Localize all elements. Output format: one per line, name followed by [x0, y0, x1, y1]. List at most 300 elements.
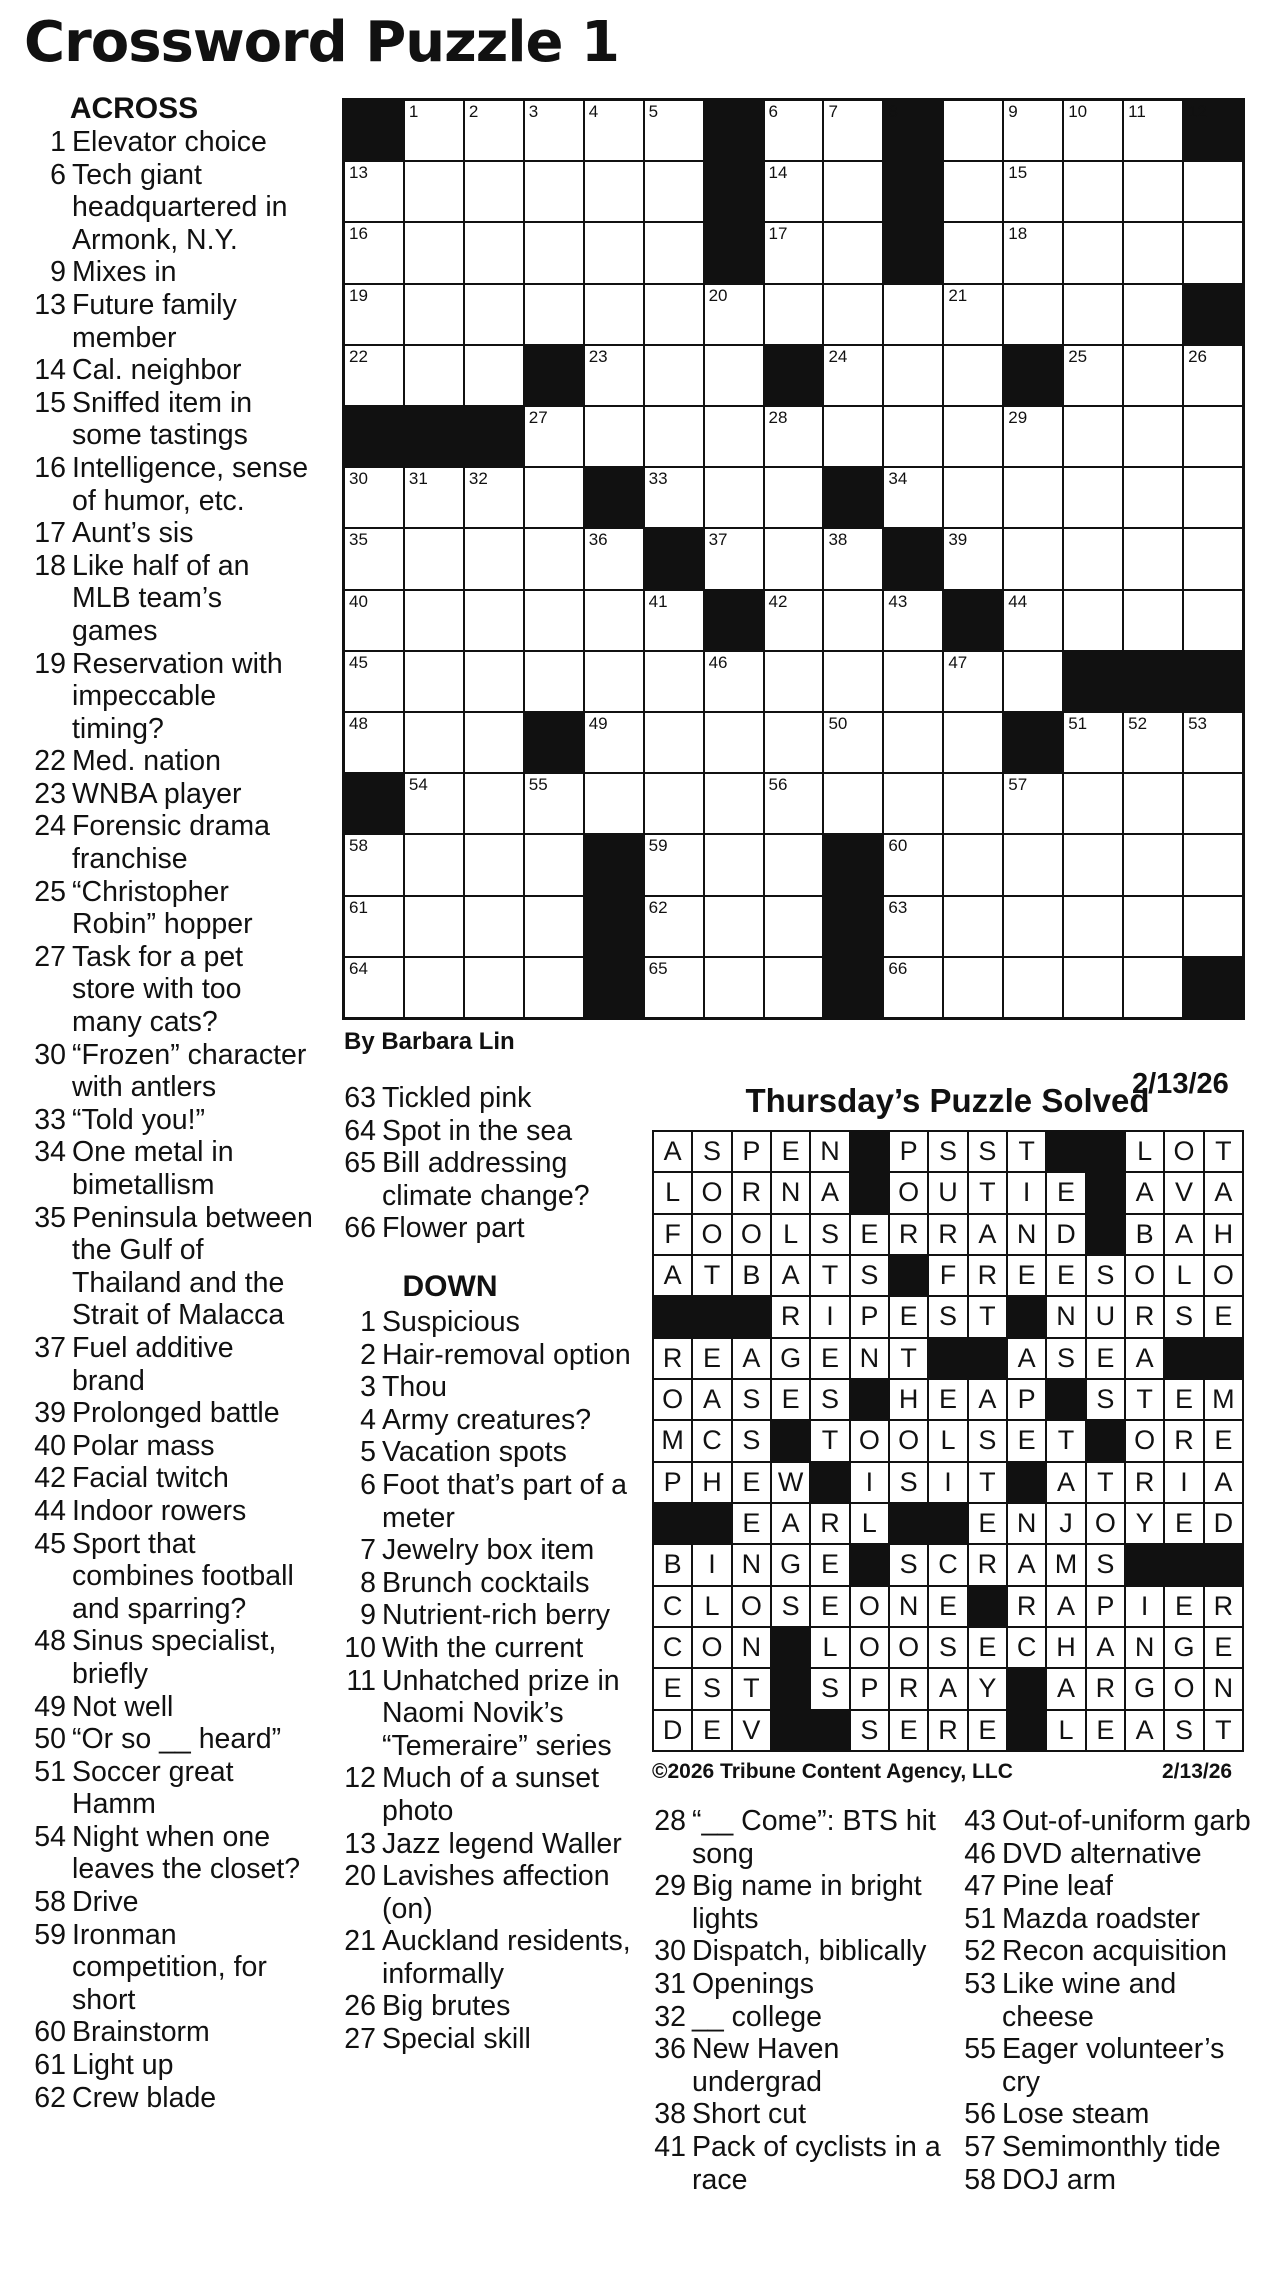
grid-cell[interactable] — [405, 652, 463, 711]
grid-cell[interactable] — [645, 346, 703, 405]
grid-cell[interactable] — [585, 407, 643, 466]
grid-cell[interactable] — [345, 713, 403, 772]
grid-cell[interactable] — [824, 713, 882, 772]
grid-cell[interactable] — [645, 162, 703, 221]
clue-number: 62 — [34, 2081, 66, 2114]
grid-cell[interactable] — [1124, 468, 1182, 527]
grid-cell[interactable] — [405, 958, 463, 1017]
clue-item — [24, 550, 314, 648]
grid-cell[interactable] — [765, 529, 823, 588]
grid-cell[interactable] — [645, 652, 703, 711]
grid-cell[interactable] — [645, 958, 703, 1017]
grid-cell[interactable] — [1064, 958, 1122, 1017]
solution-black-square — [772, 1421, 809, 1460]
grid-cell[interactable] — [585, 652, 643, 711]
clue-text: Brainstorm — [72, 2016, 210, 2049]
grid-cell[interactable] — [824, 774, 882, 833]
grid-cell[interactable] — [345, 346, 403, 405]
clue-item — [340, 1212, 640, 1245]
grid-cell[interactable] — [525, 835, 583, 894]
grid-cell[interactable] — [1004, 958, 1062, 1017]
grid-cell[interactable] — [585, 591, 643, 650]
grid-cell[interactable] — [765, 407, 823, 466]
grid-cell[interactable] — [1184, 346, 1242, 405]
byline: By Barbara Lin — [344, 1028, 515, 1055]
clue-text: Future family member — [72, 288, 237, 354]
grid-cell[interactable] — [824, 346, 882, 405]
solution-letter: A — [1087, 1628, 1124, 1667]
grid-cell[interactable] — [1184, 468, 1242, 527]
solution-black-square — [693, 1297, 730, 1336]
grid-cell[interactable] — [765, 101, 823, 160]
grid-cell[interactable] — [345, 285, 403, 344]
grid-cell[interactable] — [1124, 591, 1182, 650]
clue-number: 15 — [34, 386, 66, 419]
grid-cell[interactable] — [405, 835, 463, 894]
grid-cell[interactable] — [1124, 285, 1182, 344]
grid-cell[interactable] — [1064, 223, 1122, 282]
clue-number: 50 — [34, 1723, 66, 1756]
grid-cell[interactable] — [525, 591, 583, 650]
clue-text: With the current — [382, 1631, 584, 1664]
grid-cell[interactable] — [765, 713, 823, 772]
solution-letter: M — [1205, 1380, 1242, 1419]
black-square — [1004, 346, 1062, 405]
page-title: Crossword Puzzle 1 — [24, 10, 619, 75]
solution-letter: N — [733, 1628, 770, 1667]
grid-cell[interactable] — [944, 223, 1002, 282]
solution-letter: R — [929, 1215, 966, 1254]
clue-number: 31 — [654, 1967, 686, 2000]
grid-cell[interactable] — [645, 407, 703, 466]
clue-item — [340, 1082, 640, 1115]
cell-number: 36 — [588, 530, 608, 550]
grid-cell[interactable] — [525, 101, 583, 160]
clue-item — [24, 2082, 314, 2115]
clue-number: 16 — [34, 451, 66, 484]
grid-cell[interactable] — [884, 346, 942, 405]
grid-cell[interactable] — [1004, 468, 1062, 527]
clue-item — [340, 1371, 640, 1404]
grid-cell[interactable] — [645, 774, 703, 833]
grid-cell[interactable] — [465, 285, 523, 344]
grid-cell[interactable] — [645, 223, 703, 282]
solution-letter: E — [1047, 1173, 1084, 1212]
grid-cell[interactable] — [944, 774, 1002, 833]
grid-cell[interactable] — [645, 835, 703, 894]
grid-cell[interactable] — [585, 223, 643, 282]
solution-black-square — [1165, 1339, 1202, 1378]
clue-text: Lavishes affection (on) — [382, 1860, 610, 1925]
grid-cell[interactable] — [884, 285, 942, 344]
solution-letter: E — [733, 1463, 770, 1502]
clue-text: One metal in bimetallism — [72, 1136, 234, 1201]
clue-item — [24, 1039, 314, 1104]
grid-cell[interactable] — [765, 835, 823, 894]
black-square — [1184, 285, 1242, 344]
solution-letter: O — [693, 1215, 730, 1254]
grid-cell[interactable] — [944, 346, 1002, 405]
clue-item — [650, 1935, 950, 1968]
cell-number: 48 — [349, 714, 368, 733]
solution-letter: R — [772, 1297, 809, 1336]
grid-cell[interactable] — [1124, 835, 1182, 894]
solution-black-square — [772, 1711, 809, 1750]
grid-cell[interactable] — [1064, 774, 1122, 833]
grid-cell[interactable] — [405, 468, 463, 527]
grid-cell[interactable] — [1004, 101, 1062, 160]
grid-cell[interactable] — [1064, 468, 1122, 527]
grid-cell[interactable] — [884, 897, 942, 956]
solution-letter: H — [1205, 1215, 1242, 1254]
grid-cell[interactable] — [1064, 101, 1122, 160]
solution-date: 2/13/26 — [1162, 1760, 1233, 1783]
clue-item — [960, 1838, 1260, 1871]
grid-cell[interactable] — [1064, 713, 1122, 772]
grid-cell[interactable] — [585, 162, 643, 221]
grid-cell[interactable] — [465, 162, 523, 221]
grid-cell[interactable] — [705, 652, 763, 711]
clue-number: 17 — [34, 517, 66, 550]
grid-cell[interactable] — [705, 774, 763, 833]
clue-number: 9 — [360, 1599, 376, 1632]
grid-cell[interactable] — [645, 468, 703, 527]
solution-letter: P — [851, 1669, 888, 1708]
grid-cell[interactable] — [944, 652, 1002, 711]
grid-cell[interactable] — [824, 101, 882, 160]
grid-cell[interactable] — [765, 774, 823, 833]
grid-cell[interactable] — [645, 285, 703, 344]
grid-cell[interactable] — [1064, 897, 1122, 956]
grid-cell[interactable] — [705, 529, 763, 588]
down-heading: DOWN — [402, 1270, 498, 1303]
grid-cell[interactable] — [884, 407, 942, 466]
grid-cell[interactable] — [1004, 407, 1062, 466]
grid-cell[interactable] — [585, 713, 643, 772]
grid-cell[interactable] — [944, 897, 1002, 956]
grid-cell[interactable] — [824, 407, 882, 466]
grid-cell[interactable] — [345, 529, 403, 588]
solution-letter: T — [969, 1173, 1006, 1212]
clue-number: 51 — [34, 1755, 66, 1788]
grid-cell[interactable] — [705, 468, 763, 527]
grid-cell[interactable] — [465, 223, 523, 282]
solution-letter: R — [1087, 1669, 1124, 1708]
grid-cell[interactable] — [1184, 407, 1242, 466]
grid-cell[interactable] — [944, 407, 1002, 466]
grid-cell[interactable] — [705, 346, 763, 405]
grid-cell[interactable] — [765, 468, 823, 527]
solution-letter: A — [1047, 1463, 1084, 1502]
grid-cell[interactable] — [1184, 713, 1242, 772]
clue-text: Army creatures? — [382, 1403, 592, 1436]
grid-cell[interactable] — [465, 591, 523, 650]
grid-cell[interactable] — [1124, 101, 1182, 160]
grid-cell[interactable] — [345, 223, 403, 282]
solution-letter: C — [654, 1628, 691, 1667]
grid-cell[interactable] — [1004, 774, 1062, 833]
clue-number: 48 — [34, 1625, 66, 1658]
grid-cell[interactable] — [465, 529, 523, 588]
across-clues — [24, 92, 314, 2114]
grid-cell[interactable] — [1124, 162, 1182, 221]
solution-letter: E — [693, 1711, 730, 1750]
grid-cell[interactable] — [824, 652, 882, 711]
grid-cell[interactable] — [405, 346, 463, 405]
grid-cell[interactable] — [585, 529, 643, 588]
grid-cell[interactable] — [645, 591, 703, 650]
solution-black-square — [1008, 1297, 1045, 1336]
grid-cell[interactable] — [1184, 897, 1242, 956]
grid-cell[interactable] — [1124, 529, 1182, 588]
grid-cell[interactable] — [405, 223, 463, 282]
grid-cell[interactable] — [1184, 774, 1242, 833]
grid-cell[interactable] — [824, 529, 882, 588]
clue-text: Brunch cocktails — [382, 1566, 590, 1599]
grid-cell[interactable] — [1064, 162, 1122, 221]
solution-letter: H — [1047, 1628, 1084, 1667]
grid-cell[interactable] — [1064, 285, 1122, 344]
grid-cell[interactable] — [824, 285, 882, 344]
grid-cell[interactable] — [1064, 407, 1122, 466]
grid-cell[interactable] — [884, 652, 942, 711]
solution-letter: O — [1126, 1256, 1163, 1295]
cell-number: 30 — [349, 469, 368, 489]
solution-letter: E — [1165, 1380, 1202, 1419]
grid-cell[interactable] — [1124, 407, 1182, 466]
grid-cell[interactable] — [405, 529, 463, 588]
grid-cell[interactable] — [525, 162, 583, 221]
grid-cell[interactable] — [884, 713, 942, 772]
black-square — [1124, 652, 1182, 711]
clue-text: Spot in the sea — [382, 1114, 573, 1147]
cell-number: 4 — [588, 102, 599, 121]
grid-cell[interactable] — [645, 101, 703, 160]
grid-cell[interactable] — [405, 774, 463, 833]
grid-cell[interactable] — [884, 774, 942, 833]
grid-cell[interactable] — [765, 162, 823, 221]
grid-cell[interactable] — [944, 835, 1002, 894]
grid-cell[interactable] — [765, 958, 823, 1017]
cell-number: 10 — [1068, 102, 1088, 121]
solution-letter: T — [1008, 1132, 1045, 1171]
solution-letter: O — [1165, 1132, 1202, 1171]
grid-cell[interactable] — [405, 285, 463, 344]
grid-cell[interactable] — [345, 652, 403, 711]
grid-cell[interactable] — [824, 223, 882, 282]
grid-cell[interactable] — [705, 897, 763, 956]
grid-cell[interactable] — [465, 835, 523, 894]
grid-cell[interactable] — [405, 101, 463, 160]
grid-cell[interactable] — [705, 407, 763, 466]
grid-cell[interactable] — [465, 897, 523, 956]
clue-number: 53 — [964, 1967, 996, 2000]
cell-number: 60 — [888, 836, 908, 856]
solution-letter: S — [811, 1669, 848, 1708]
clue-item — [24, 2016, 314, 2049]
grid-cell[interactable] — [1064, 346, 1122, 405]
clue-item — [340, 1339, 640, 1372]
grid-cell[interactable] — [1004, 591, 1062, 650]
solution-letter: L — [772, 1215, 809, 1254]
down-clues-column-2 — [650, 1805, 950, 2196]
grid-cell[interactable] — [585, 774, 643, 833]
clue-item — [340, 1632, 640, 1665]
solution-letter: O — [693, 1628, 730, 1667]
grid-cell[interactable] — [645, 897, 703, 956]
black-square — [1184, 652, 1242, 711]
grid-cell[interactable] — [465, 652, 523, 711]
solution-letter: A — [654, 1132, 691, 1171]
grid-cell[interactable] — [1184, 529, 1242, 588]
clue-item — [24, 876, 314, 941]
grid-cell[interactable] — [705, 835, 763, 894]
cell-number: 14 — [768, 163, 788, 183]
grid-cell[interactable] — [525, 468, 583, 527]
clue-item — [650, 2131, 950, 2196]
clue-text: DVD alternative — [1002, 1837, 1202, 1870]
clue-item — [24, 452, 314, 517]
grid-cell[interactable] — [585, 101, 643, 160]
grid-cell[interactable] — [944, 468, 1002, 527]
grid-cell[interactable] — [1124, 958, 1182, 1017]
grid-cell[interactable] — [1124, 346, 1182, 405]
grid-cell[interactable] — [645, 713, 703, 772]
clue-text: “Frozen” character with antlers — [72, 1038, 307, 1104]
clue-item — [340, 2023, 640, 2056]
grid-cell[interactable] — [944, 529, 1002, 588]
grid-cell[interactable] — [465, 958, 523, 1017]
grid-cell[interactable] — [1124, 774, 1182, 833]
clue-number: 8 — [360, 1566, 376, 1599]
grid-cell[interactable] — [1004, 162, 1062, 221]
grid-cell[interactable] — [1004, 223, 1062, 282]
grid-cell[interactable] — [465, 774, 523, 833]
grid-cell[interactable] — [405, 713, 463, 772]
grid-cell[interactable] — [1064, 529, 1122, 588]
grid-cell[interactable] — [525, 529, 583, 588]
solution-black-square — [654, 1504, 691, 1543]
grid-cell[interactable] — [824, 162, 882, 221]
grid-cell[interactable] — [345, 591, 403, 650]
solution-letter: A — [1047, 1587, 1084, 1626]
grid-cell[interactable] — [1004, 529, 1062, 588]
grid-cell[interactable] — [944, 713, 1002, 772]
grid-cell[interactable] — [465, 468, 523, 527]
solution-letter: O — [733, 1587, 770, 1626]
grid-cell[interactable] — [705, 713, 763, 772]
grid-cell[interactable] — [824, 591, 882, 650]
grid-cell[interactable] — [765, 897, 823, 956]
grid-cell[interactable] — [765, 652, 823, 711]
solution-letter: A — [693, 1380, 730, 1419]
grid-cell[interactable] — [525, 285, 583, 344]
solution-black-square — [733, 1297, 770, 1336]
grid-cell[interactable] — [765, 591, 823, 650]
grid-cell[interactable] — [345, 835, 403, 894]
grid-cell[interactable] — [1124, 897, 1182, 956]
grid-cell[interactable] — [525, 223, 583, 282]
cell-number: 19 — [349, 285, 368, 305]
grid-cell[interactable] — [884, 468, 942, 527]
solution-letter: R — [1126, 1463, 1163, 1502]
grid-cell[interactable] — [944, 101, 1002, 160]
grid-cell[interactable] — [884, 958, 942, 1017]
grid-cell[interactable] — [525, 407, 583, 466]
clue-item — [24, 1919, 314, 2017]
clue-text: Much of a sunset photo — [382, 1762, 600, 1827]
grid-cell[interactable] — [525, 652, 583, 711]
solution-letter: E — [1047, 1256, 1084, 1295]
grid-cell[interactable] — [405, 162, 463, 221]
clue-number: 42 — [34, 1462, 66, 1495]
grid-cell[interactable] — [1004, 285, 1062, 344]
clue-item — [24, 1202, 314, 1332]
grid-cell[interactable] — [585, 285, 643, 344]
cell-number: 61 — [349, 897, 368, 917]
solution-letter: S — [851, 1711, 888, 1750]
grid-cell[interactable] — [944, 162, 1002, 221]
grid-cell[interactable] — [405, 591, 463, 650]
grid-cell[interactable] — [1184, 162, 1242, 221]
grid-cell[interactable] — [345, 897, 403, 956]
grid-cell[interactable] — [465, 346, 523, 405]
clue-text: Mazda roadster — [1002, 1902, 1201, 1935]
grid-cell[interactable] — [944, 958, 1002, 1017]
clue-text: Fuel additive brand — [72, 1331, 234, 1397]
grid-cell[interactable] — [705, 958, 763, 1017]
grid-cell[interactable] — [1184, 223, 1242, 282]
grid-cell[interactable] — [465, 713, 523, 772]
grid-cell[interactable] — [944, 285, 1002, 344]
grid-cell[interactable] — [525, 958, 583, 1017]
grid-cell[interactable] — [1124, 223, 1182, 282]
grid-cell[interactable] — [345, 162, 403, 221]
solution-letter: O — [890, 1421, 927, 1460]
solution-black-square — [1087, 1132, 1124, 1171]
grid-cell[interactable] — [884, 591, 942, 650]
solution-black-square — [1126, 1545, 1163, 1584]
grid-cell[interactable] — [765, 223, 823, 282]
grid-cell[interactable] — [525, 774, 583, 833]
solution-letter: T — [890, 1339, 927, 1378]
grid-cell[interactable] — [345, 468, 403, 527]
grid-cell[interactable] — [705, 285, 763, 344]
grid-cell[interactable] — [1004, 835, 1062, 894]
clue-number: 35 — [34, 1201, 66, 1234]
solution-letter: S — [969, 1132, 1006, 1171]
grid-cell[interactable] — [1124, 713, 1182, 772]
grid-cell[interactable] — [1184, 591, 1242, 650]
solution-letter: I — [693, 1545, 730, 1584]
grid-cell[interactable] — [884, 835, 942, 894]
grid-cell[interactable] — [1064, 835, 1122, 894]
clue-item — [650, 2098, 950, 2131]
cell-number: 58 — [349, 836, 368, 856]
grid-cell[interactable] — [525, 897, 583, 956]
grid-cell[interactable] — [465, 101, 523, 160]
grid-cell[interactable] — [345, 958, 403, 1017]
grid-cell[interactable] — [405, 897, 463, 956]
grid-cell[interactable] — [1004, 897, 1062, 956]
grid-cell[interactable] — [1004, 652, 1062, 711]
grid-cell[interactable] — [585, 346, 643, 405]
grid-cell[interactable] — [1064, 591, 1122, 650]
grid-cell[interactable] — [765, 285, 823, 344]
black-square — [1064, 652, 1122, 711]
clue-text: Reservation with impeccable timing? — [72, 647, 283, 745]
grid-cell[interactable] — [1184, 835, 1242, 894]
